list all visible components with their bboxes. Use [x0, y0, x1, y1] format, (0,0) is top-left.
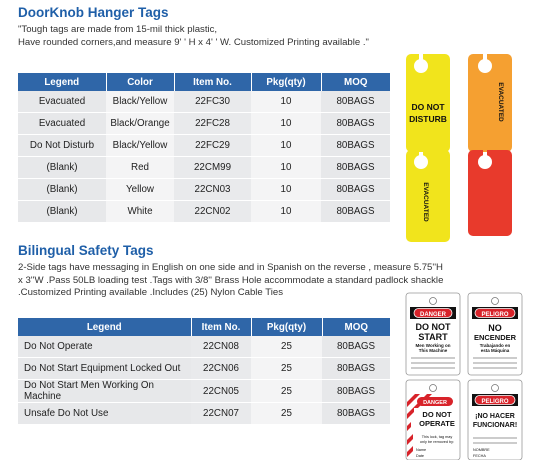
- cell-item-no: 22CN07: [191, 403, 251, 425]
- tag-text-peligro: PELIGRO: [481, 399, 509, 405]
- safety-tags-image: [400, 290, 532, 460]
- tag-text-sig-line-2: only be removed by:: [419, 440, 455, 444]
- tag-text-peligro: PELIGRO: [481, 312, 509, 318]
- safety-title: Bilingual Safety Tags: [18, 243, 154, 258]
- table-row: [18, 179, 390, 201]
- cell-moq: 80BAGS: [321, 201, 390, 223]
- tag-text-men-working: Men Working on: [415, 343, 451, 348]
- doorknob-title: DoorKnob Hanger Tags: [18, 5, 169, 20]
- hanger-blank-red: [468, 150, 512, 236]
- cell-pkg-qty: 10: [251, 91, 321, 113]
- doorknob-table-header: [18, 73, 390, 91]
- cell-item-no: 22CN06: [191, 358, 251, 380]
- header-moq: MOQ: [321, 73, 390, 91]
- table-row: [18, 380, 390, 403]
- tag-no-encender: [468, 293, 522, 375]
- tag-do-not-operate: [406, 380, 460, 460]
- cell-item-no: 22FC29: [174, 135, 251, 157]
- cell-moq: 80BAGS: [322, 336, 390, 358]
- cell-item-no: 22CN05: [191, 380, 251, 403]
- tag-text-this-machine: This Machine: [418, 348, 448, 353]
- header-item-no: Item No.: [191, 318, 251, 336]
- header-moq: MOQ: [322, 318, 390, 336]
- tag-text-esta-maquina: esta Máquina: [480, 348, 510, 353]
- cell-color: White: [106, 201, 174, 223]
- cell-moq: 80BAGS: [322, 403, 390, 425]
- cell-color: Black/Yellow: [106, 135, 174, 157]
- header-item-no: Item No.: [174, 73, 251, 91]
- cell-moq: 80BAGS: [321, 135, 390, 157]
- cell-legend: (Blank): [18, 201, 106, 223]
- tag-text-date: Date: [416, 454, 425, 458]
- tag-text-funcionar: FUNCIONAR!: [472, 422, 518, 429]
- doorknob-description: "Tough tags are made from 15-mil thick plastic, Have rounded corners,and measure 9' ' H x 4' ' W. Customized Printing available .": [18, 24, 369, 48]
- cell-moq: 80BAGS: [321, 179, 390, 201]
- table-row: [18, 358, 390, 380]
- hanger-do-not-disturb: [406, 54, 450, 152]
- cell-legend: (Blank): [18, 157, 106, 179]
- tag-text-no-hacer: ¡NO HACER: [475, 413, 515, 420]
- tag-text-sig-line-1: This lock, tag may: [421, 435, 453, 439]
- tag-text-danger: DANGER: [423, 400, 447, 406]
- cell-pkg-qty: 10: [251, 135, 321, 157]
- table-row: [18, 336, 390, 358]
- tag-text-operate: OPERATE: [419, 419, 455, 428]
- cell-item-no: 22FC30: [174, 91, 251, 113]
- cell-legend: Do Not Start Equipment Locked Out: [18, 358, 191, 380]
- cell-pkg-qty: 25: [251, 358, 322, 380]
- safety-description: 2-Side tags have messaging in English on one side and in Spanish on the reverse , measure 5.75''H x 3''W .Pass 50LB loading test .Tags with 3/8'' Brass Hole accommodate a standard padlock shackle .Customized Printing available .Includes (25) Nylon Cable Ties: [18, 262, 444, 298]
- hanger-evacuated-yellow: [406, 150, 450, 242]
- table-row: [18, 135, 390, 157]
- tag-text-encender: ENCENDER: [473, 333, 517, 342]
- cell-moq: 80BAGS: [321, 157, 390, 179]
- cell-pkg-qty: 10: [251, 201, 321, 223]
- cell-pkg-qty: 10: [251, 113, 321, 135]
- tag-text-start: START: [418, 332, 448, 342]
- tag-text-fecha: FECHA: [473, 454, 486, 458]
- hanger-evacuated-orange: [468, 54, 512, 152]
- cell-color: Yellow: [106, 179, 174, 201]
- cell-item-no: 22FC28: [174, 113, 251, 135]
- cell-item-no: 22CN08: [191, 336, 251, 358]
- tag-text-name: Name: [416, 448, 427, 452]
- hanger-text-do-not: DO NOT: [411, 102, 445, 112]
- table-row: [18, 403, 390, 425]
- cell-moq: 80BAGS: [322, 380, 390, 403]
- hanger-text-disturb: DISTURB: [409, 114, 447, 124]
- cell-item-no: 22CN02: [174, 201, 251, 223]
- hanger-text-evacuated: EVACUATED: [497, 82, 504, 122]
- cell-legend: Do Not Operate: [18, 336, 191, 358]
- header-legend: Legend: [18, 318, 191, 336]
- header-color: Color: [106, 73, 174, 91]
- tag-do-not-start: [406, 293, 460, 375]
- safety-table: [18, 318, 390, 425]
- cell-pkg-qty: 25: [251, 403, 322, 425]
- cell-legend: Evacuated: [18, 113, 106, 135]
- header-pkg-qty: Pkg(qty): [251, 318, 322, 336]
- header-legend: Legend: [18, 73, 106, 91]
- tag-text-danger: DANGER: [419, 312, 447, 318]
- tag-text-no: NO: [488, 323, 502, 333]
- safety-table-header: [18, 318, 390, 336]
- cell-legend: Do Not Disturb: [18, 135, 106, 157]
- tag-text-nombre: NOMBRE: [473, 448, 490, 452]
- tag-text-do-not: DO NOT: [415, 322, 451, 332]
- hanger-text-evacuated: EVACUATED: [422, 182, 429, 222]
- tag-no-hacer-funcionar: [468, 380, 522, 460]
- doorknob-table: [18, 73, 390, 223]
- table-row: [18, 113, 390, 135]
- cell-moq: 80BAGS: [322, 358, 390, 380]
- cell-color: Black/Orange: [106, 113, 174, 135]
- cell-legend: Evacuated: [18, 91, 106, 113]
- door-hanger-tags-image: [400, 52, 532, 242]
- cell-color: Red: [106, 157, 174, 179]
- cell-pkg-qty: 25: [251, 380, 322, 403]
- cell-pkg-qty: 25: [251, 336, 322, 358]
- cell-legend: Unsafe Do Not Use: [18, 403, 191, 425]
- cell-item-no: 22CN03: [174, 179, 251, 201]
- cell-moq: 80BAGS: [321, 91, 390, 113]
- cell-pkg-qty: 10: [251, 157, 321, 179]
- tag-text-trabajando: Trabajando en: [479, 343, 511, 348]
- header-pkg-qty: Pkg(qty): [251, 73, 321, 91]
- cell-moq: 80BAGS: [321, 113, 390, 135]
- cell-legend: (Blank): [18, 179, 106, 201]
- cell-item-no: 22CM99: [174, 157, 251, 179]
- cell-color: Black/Yellow: [106, 91, 174, 113]
- table-row: [18, 91, 390, 113]
- table-row: [18, 157, 390, 179]
- tag-text-do-not: DO NOT: [422, 410, 452, 419]
- cell-pkg-qty: 10: [251, 179, 321, 201]
- table-row: [18, 201, 390, 223]
- cell-legend: Do Not Start Men Working On Machine: [18, 380, 191, 403]
